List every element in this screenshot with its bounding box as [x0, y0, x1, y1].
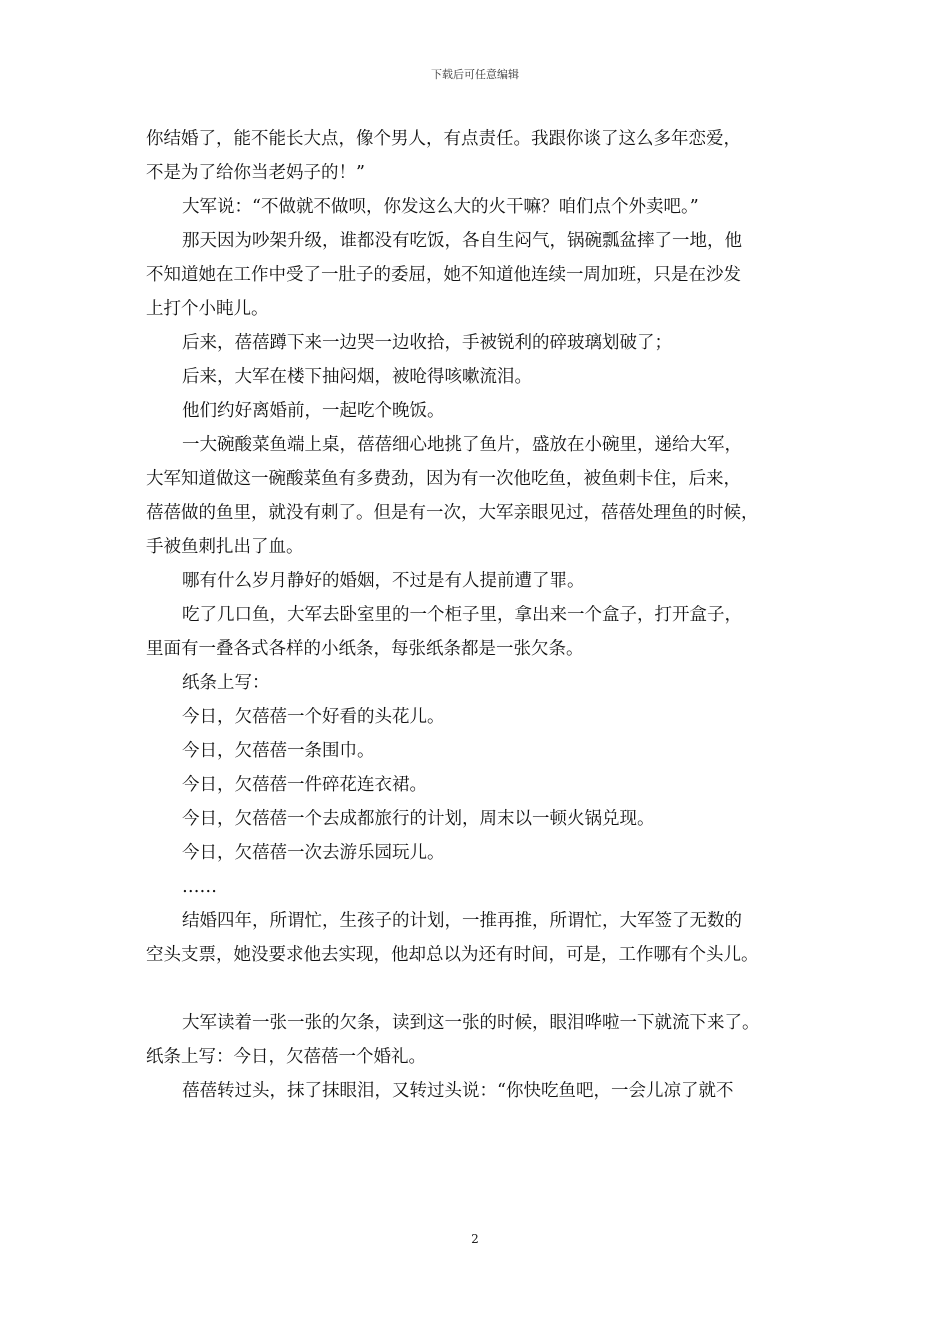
text-line: 今日，欠蓓蓓一次去游乐园玩儿。: [182, 843, 445, 863]
text-line: 大军知道做这一碗酸菜鱼有多费劲，因为有一次他吃鱼，被鱼刺卡住，后来，: [146, 469, 741, 489]
text-line: 吃了几口鱼，大军去卧室里的一个柜子里，拿出来一个盒子，打开盒子，: [182, 605, 742, 625]
text-line: 那天因为吵架升级，谁都没有吃饭，各自生闷气，锅碗瓢盆摔了一地，他: [182, 231, 742, 251]
text-line: 后来，大军在楼下抽闷烟，被呛得咳嗽流泪。: [182, 367, 532, 387]
text-line: 结婚四年，所谓忙，生孩子的计划，一推再推，所谓忙，大军签了无数的: [182, 911, 742, 931]
text-line: 纸条上写：: [182, 673, 270, 693]
text-line: 你结婚了，能不能长大点，像个男人，有点责任。我跟你谈了这么多年恋爱，: [146, 129, 741, 149]
ellipsis-line: ……: [182, 877, 217, 897]
text-line: 大军说：“不做就不做呗，你发这么大的火干嘛？咱们点个外卖吧。”: [182, 197, 699, 217]
text-line: 今日，欠蓓蓓一条围巾。: [182, 741, 375, 761]
text-line: 手被鱼刺扎出了血。: [146, 537, 304, 557]
text-line: 蓓蓓做的鱼里，就没有刺了。但是有一次，大军亲眼见过，蓓蓓处理鱼的时候，: [146, 503, 759, 523]
page-number: 2: [471, 1232, 479, 1246]
text-line: 今日，欠蓓蓓一个好看的头花儿。: [182, 707, 445, 727]
text-line: 空头支票，她没要求他去实现，他却总以为还有时间，可是，工作哪有个头儿。: [146, 945, 759, 965]
document-body: [146, 122, 810, 1108]
text-line: 今日，欠蓓蓓一件碎花连衣裙。: [182, 775, 427, 795]
text-line: 一大碗酸菜鱼端上桌，蓓蓓细心地挑了鱼片，盛放在小碗里，递给大军，: [182, 435, 742, 455]
text-line: 哪有什么岁月静好的婚姻，不过是有人提前遭了罪。: [182, 571, 585, 591]
page-header: 下载后可任意编辑: [431, 68, 519, 81]
text-line: 大军读着一张一张的欠条，读到这一张的时候，眼泪哗啦一下就流下来了。: [182, 1013, 760, 1033]
text-line: 上打个小盹儿。: [146, 299, 269, 319]
text-line: 纸条上写：今日，欠蓓蓓一个婚礼。: [146, 1047, 426, 1067]
text-line: 不知道她在工作中受了一肚子的委屈，她不知道他连续一周加班，只是在沙发: [146, 265, 741, 285]
text-line: 今日，欠蓓蓓一个去成都旅行的计划，周末以一顿火锅兑现。: [182, 809, 655, 829]
text-line: 他们约好离婚前，一起吃个晚饭。: [182, 401, 445, 421]
text-line: 后来，蓓蓓蹲下来一边哭一边收拾，手被锐利的碎玻璃划破了；: [182, 333, 672, 353]
text-line: 蓓蓓转过头，抹了抹眼泪，又转过头说：“你快吃鱼吧，一会儿凉了就不: [182, 1081, 734, 1101]
paragraph-gap: [146, 972, 810, 1006]
text-line: 里面有一叠各式各样的小纸条，每张纸条都是一张欠条。: [146, 639, 584, 659]
text-line: 不是为了给你当老妈子的！”: [146, 163, 365, 183]
